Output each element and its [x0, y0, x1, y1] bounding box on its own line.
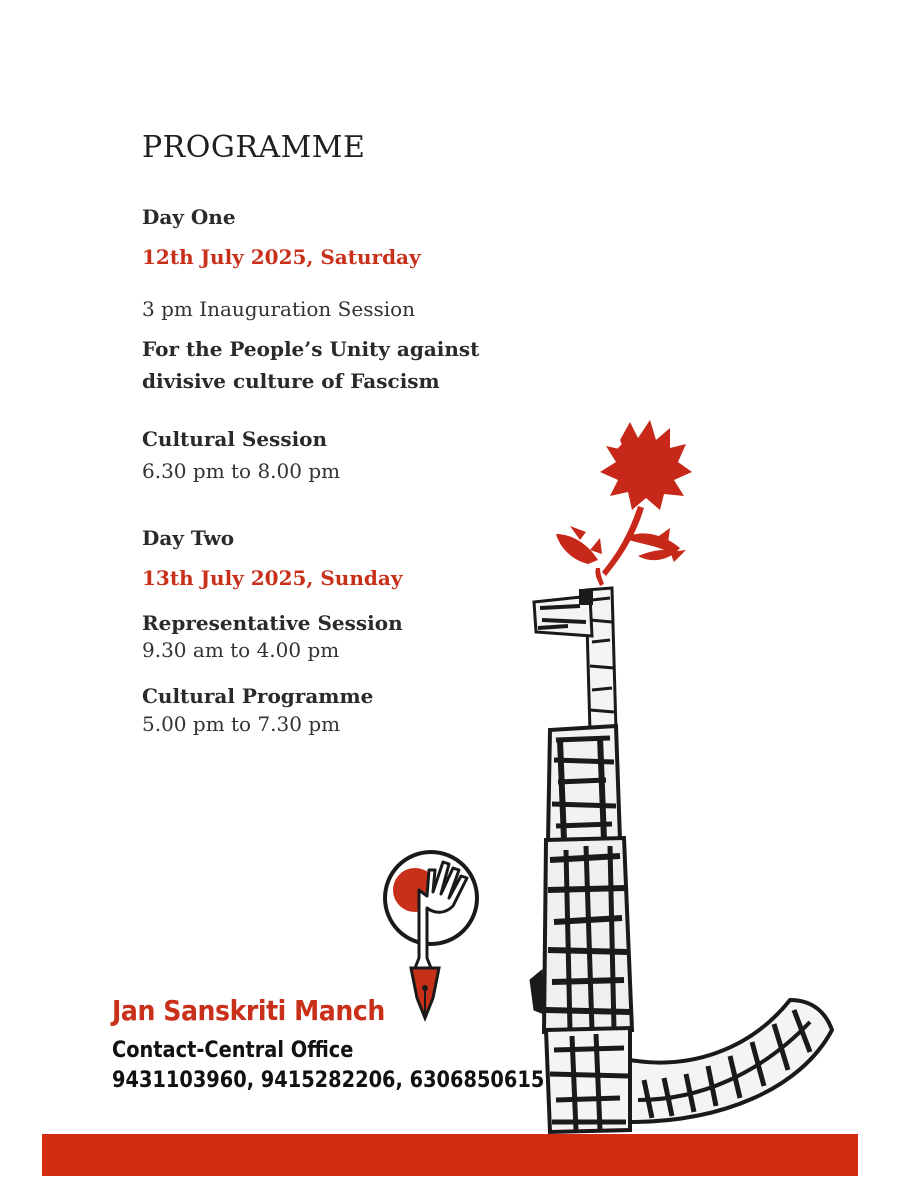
session-theme-line-2: divisive culture of Fascism [142, 369, 440, 393]
rifle-magazine [630, 1000, 832, 1122]
session-theme [142, 333, 479, 397]
day-one-label: Day One [142, 205, 236, 229]
contact-phone-numbers: 9431103960, 9415282206, 6306850615 [112, 1068, 545, 1093]
red-flower-icon [556, 420, 692, 586]
rifle-body [530, 726, 632, 1132]
day-two-date: 13th July 2025, Sunday [142, 566, 403, 590]
rifle-barrel [534, 588, 616, 732]
rifle-with-flower-illustration [520, 410, 850, 1140]
representative-session-time: 9.30 am to 4.00 pm [142, 638, 340, 662]
cultural-programme-time: 5.00 pm to 7.30 pm [142, 712, 341, 736]
hand-and-pen-logo-icon [375, 848, 485, 1028]
inauguration-session: 3 pm Inauguration Session [142, 297, 416, 321]
cultural-session-time: 6.30 pm to 8.00 pm [142, 459, 341, 483]
cultural-programme-title: Cultural Programme [142, 684, 374, 708]
day-one-date: 12th July 2025, Saturday [142, 245, 421, 269]
organization-name: Jan Sanskriti Manch [112, 994, 385, 1027]
contact-label: Contact-Central Office [112, 1038, 354, 1063]
bottom-accent-bar [42, 1134, 858, 1176]
cultural-session-title: Cultural Session [142, 427, 328, 451]
session-theme-line-1: For the People’s Unity against [142, 337, 480, 361]
day-two-label: Day Two [142, 526, 235, 550]
representative-session-title: Representative Session [142, 611, 403, 635]
page-title: PROGRAMME [142, 130, 366, 165]
